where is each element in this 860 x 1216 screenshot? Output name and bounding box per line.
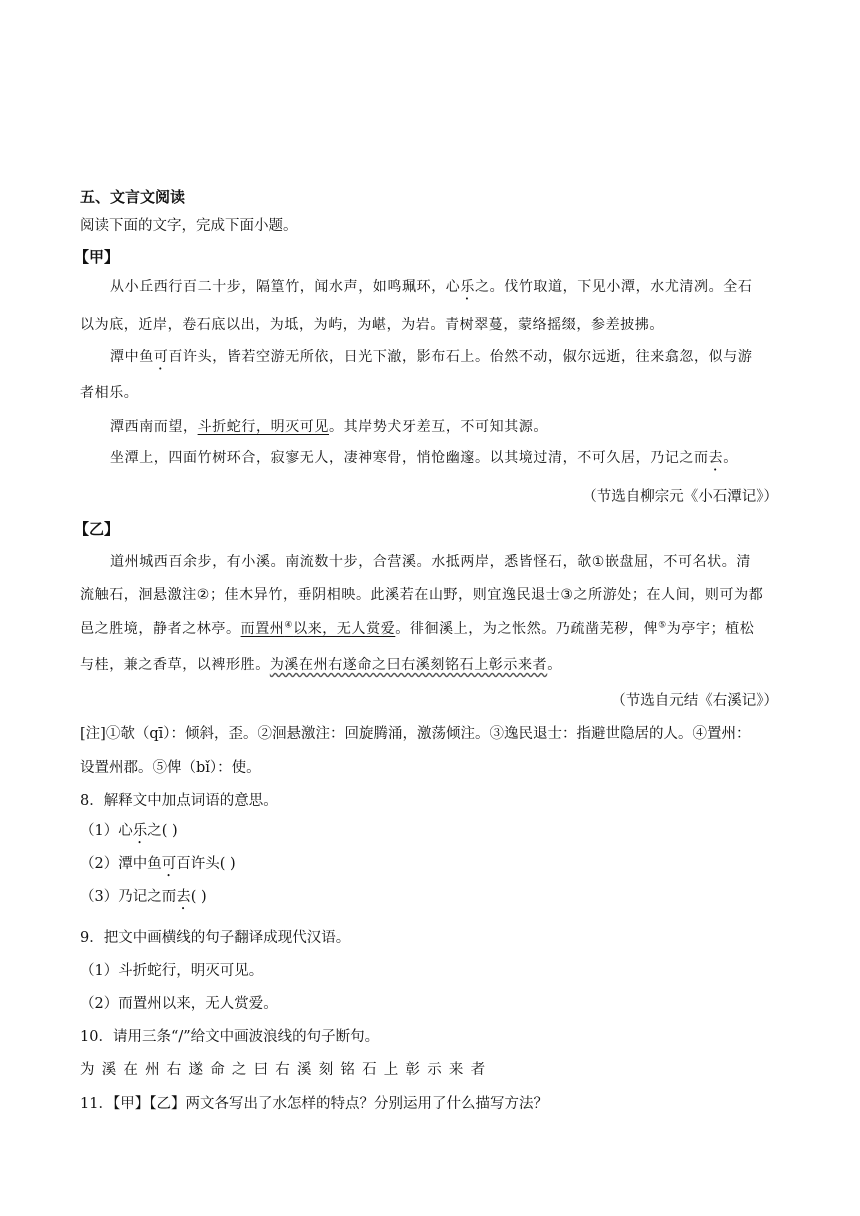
question-9-title: 9．把文中画横线的句子翻译成现代汉语。 xyxy=(80,930,351,946)
dotted-word: 乐 xyxy=(132,823,148,839)
jia-paragraph-2: 潭中鱼可百许头，皆若空游无所依，日光下澈，影布石上。佁然不动，俶尔远逝，往来翕忽，似与游 xyxy=(110,349,753,365)
yi-line-2: 流触石，洄悬激注②；佳木异竹，垂阴相映。此溪若在山野，则宜逸民退士③之所游处；在人间，则可为都 xyxy=(80,587,764,603)
jia-paragraph-4: 坐潭上，四面竹树环合，寂寥无人，凄神寒骨，悄怆幽邃。以其境过清，不可久居，乃记之而去。 xyxy=(110,450,738,466)
question-9-item-2: （2）而置州以来，无人赏爱。 xyxy=(80,996,278,1012)
yi-line-3: 邑之胜境，静者之林亭。而置州④以来，无人赏爱。徘徊溪上，为之怅然。乃疏凿芜秽，俾⑤为亭宇；植松 xyxy=(80,620,755,637)
dotted-word: 去 xyxy=(708,450,724,466)
jia-paragraph-1: 从小丘西行百二十步，隔篁竹，闻水声，如鸣珮环，心乐之。伐竹取道，下见小潭，水尤清冽。全石 xyxy=(110,279,753,295)
instruction: 阅读下面的文字，完成下面小题。 xyxy=(80,218,298,234)
dotted-word: 可 xyxy=(161,856,177,872)
yi-line-4: 与桂，兼之香草，以裨形胜。为溪在州右遂命之曰右溪刻铭石上彰示来者。 xyxy=(80,657,562,673)
question-10-sentence: 为溪在州右遂命之曰右溪刻铭石上彰示来者 xyxy=(80,1062,493,1078)
question-8-item-3: （3）乃记之而去( ) xyxy=(80,889,207,905)
section-title: 五、文言文阅读 xyxy=(80,188,186,206)
jia-label: 【甲】 xyxy=(74,248,120,266)
question-9-item-1: （1）斗折蛇行，明灭可见。 xyxy=(80,963,264,979)
jia-source: （节选自柳宗元《小石潭记》） xyxy=(582,489,778,505)
question-8-title: 8．解释文中加点词语的意思。 xyxy=(80,793,278,809)
wavy-underlined-sentence: 为溪在州右遂命之曰右溪刻铭石上彰示来者 xyxy=(269,657,548,673)
yi-source: （节选自元结《右溪记》） xyxy=(611,693,778,709)
dotted-word: 去 xyxy=(176,889,191,905)
question-8-item-2: （2）潭中鱼可百许头( ) xyxy=(80,856,236,872)
yi-label: 【乙】 xyxy=(74,520,120,538)
question-11-title: 11．【甲】【乙】两文各写出了水怎样的特点？分别运用了什么描写方法？ xyxy=(80,1096,548,1112)
yi-line-1: 道州城西百余步，有小溪。南流数十步，合营溪。水抵两岸，悉皆怪石，欹①嵌盘屈，不可名状。清 xyxy=(110,554,751,570)
question-10-title: 10．请用三条“/”给文中画波浪线的句子断句。 xyxy=(80,1029,380,1045)
underlined-sentence: 斗折蛇行，明灭可见 xyxy=(197,419,330,435)
dotted-word: 可 xyxy=(153,349,169,365)
underlined-sentence: 而置州④以来，无人赏爱 xyxy=(240,620,396,637)
notes-line-1: [注]①欹（qī）：倾斜，歪。②洄悬激注：回旋腾涌，激荡倾注。③逸民退士：指避世隐居的人。④置州： xyxy=(80,726,751,742)
question-8-item-1: （1）心乐之( ) xyxy=(80,823,178,839)
notes-line-2: 设置州郡。⑤俾（bǐ）：使。 xyxy=(80,760,261,776)
dotted-word: 乐 xyxy=(460,279,476,295)
jia-paragraph-1-cont: 以为底，近岸，卷石底以出，为坻，为屿，为嵁，为岩。青树翠蔓，蒙络摇缀，参差披拂。 xyxy=(80,317,664,333)
jia-paragraph-2-cont: 者相乐。 xyxy=(80,385,139,401)
jia-paragraph-3: 潭西南而望，斗折蛇行，明灭可见。其岸势犬牙差互，不可知其源。 xyxy=(110,419,549,435)
